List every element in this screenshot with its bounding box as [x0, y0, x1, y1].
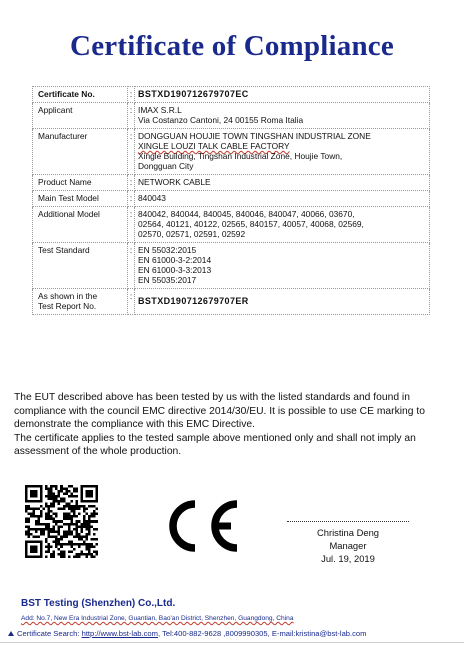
table-row	[33, 175, 430, 191]
row-separator: :	[128, 191, 135, 207]
row-label: Manufacturer	[33, 129, 128, 175]
test-standard-line: EN 61000-3-3:2013	[138, 265, 212, 275]
additional-model-line: 02570, 02571, 02591, 02592	[138, 229, 246, 239]
additional-model-line: 02564, 40121, 40122, 02565, 840157, 40057, 40068, 02569,	[138, 219, 364, 229]
row-label: Additional Model	[33, 207, 128, 243]
row-label-line: Test Report No.	[38, 301, 97, 311]
manufacturer-line: Xingle Building, Tingshan Industrial Zone, Houjie Town,	[138, 151, 343, 161]
ce-mark-icon	[157, 500, 242, 552]
statement-paragraph: The EUT described above has been tested by us with the listed standards and found in compliance with the council EMC directive 2014/30/EU. It is possible to use CE marking to demonstrate the compliance with this EMC Directive.	[14, 392, 425, 431]
test-standard-value	[135, 243, 430, 289]
row-separator: :	[128, 175, 135, 191]
product-name-value: NETWORK CABLE	[135, 175, 430, 191]
test-standard-line: EN 55032:2015	[138, 245, 197, 255]
table-row	[33, 207, 430, 243]
applicant-name: IMAX S.R.L	[138, 105, 182, 115]
footer-divider	[0, 642, 464, 643]
row-label	[33, 289, 128, 315]
certificate-number: BSTXD190712679707EC	[135, 87, 430, 103]
company-name: BST Testing (Shenzhen) Co.,Ltd.	[21, 598, 176, 609]
test-standard-line: EN 55035:2017	[138, 275, 197, 285]
row-label: Product Name	[33, 175, 128, 191]
search-link[interactable]: http://www.bst-lab.com	[81, 629, 158, 638]
table-row	[33, 243, 430, 289]
row-separator: :	[128, 103, 135, 129]
manufacturer-line: Dongguan City	[138, 161, 194, 171]
table-row	[33, 191, 430, 207]
certificate-statement	[14, 391, 454, 459]
row-label-line: As shown in the	[38, 291, 98, 301]
test-standard-line: EN 61000-3-2:2014	[138, 255, 212, 265]
signatory-name: Christina Deng	[316, 527, 379, 538]
main-test-model-value: 840043	[135, 191, 430, 207]
manufacturer-line: DONGGUAN HOUJIE TOWN TINGSHAN INDUSTRIAL ZONE	[138, 131, 371, 141]
page-title: Certificate of Compliance	[70, 30, 394, 62]
applicant-value	[135, 103, 430, 129]
manufacturer-line: XINGLE LOUZI TALK CABLE FACTORY	[138, 141, 290, 151]
test-report-number: BSTXD190712679707ER	[135, 289, 430, 315]
row-separator: :	[128, 87, 135, 103]
table-row	[33, 289, 430, 315]
table-row	[33, 87, 430, 103]
table-row	[33, 129, 430, 175]
signatory-role: Manager	[329, 540, 367, 551]
qr-code-icon[interactable]	[25, 485, 98, 558]
signature-block	[273, 521, 423, 565]
row-label: Certificate No.	[33, 87, 128, 103]
signature-date: Jul. 19, 2019	[321, 553, 375, 564]
row-label: Test Standard	[33, 243, 128, 289]
additional-model-line: 840042, 840044, 840045, 840046, 840047, 40066, 03670,	[138, 209, 355, 219]
row-separator: :	[128, 207, 135, 243]
row-separator: :	[128, 243, 135, 289]
certificate-search-line	[8, 629, 366, 638]
manufacturer-value	[135, 129, 430, 175]
row-label: Applicant	[33, 103, 128, 129]
signature-line	[287, 521, 409, 522]
certificate-details-table	[32, 86, 430, 315]
applicant-address: Via Costanzo Cantoni, 24 00155 Roma Italia	[138, 115, 304, 125]
row-separator: :	[128, 289, 135, 315]
row-separator: :	[128, 129, 135, 175]
additional-model-value	[135, 207, 430, 243]
row-label: Main Test Model	[33, 191, 128, 207]
search-label: Certificate Search:	[17, 629, 80, 638]
company-address: Add: No.7, New Era Industrial Zone, Guantian, Bao'an District, Shenzhen, Guangdong, China	[21, 615, 294, 622]
table-row	[33, 103, 430, 129]
statement-paragraph: The certificate applies to the tested sample above mentioned only and shall not imply an assessment of the whole production.	[14, 432, 416, 458]
warning-triangle-icon	[8, 631, 14, 636]
contact-info: , Tel:400-882-9628 ,8009990305, E-mail:kristina@bst-lab.com	[157, 629, 367, 638]
